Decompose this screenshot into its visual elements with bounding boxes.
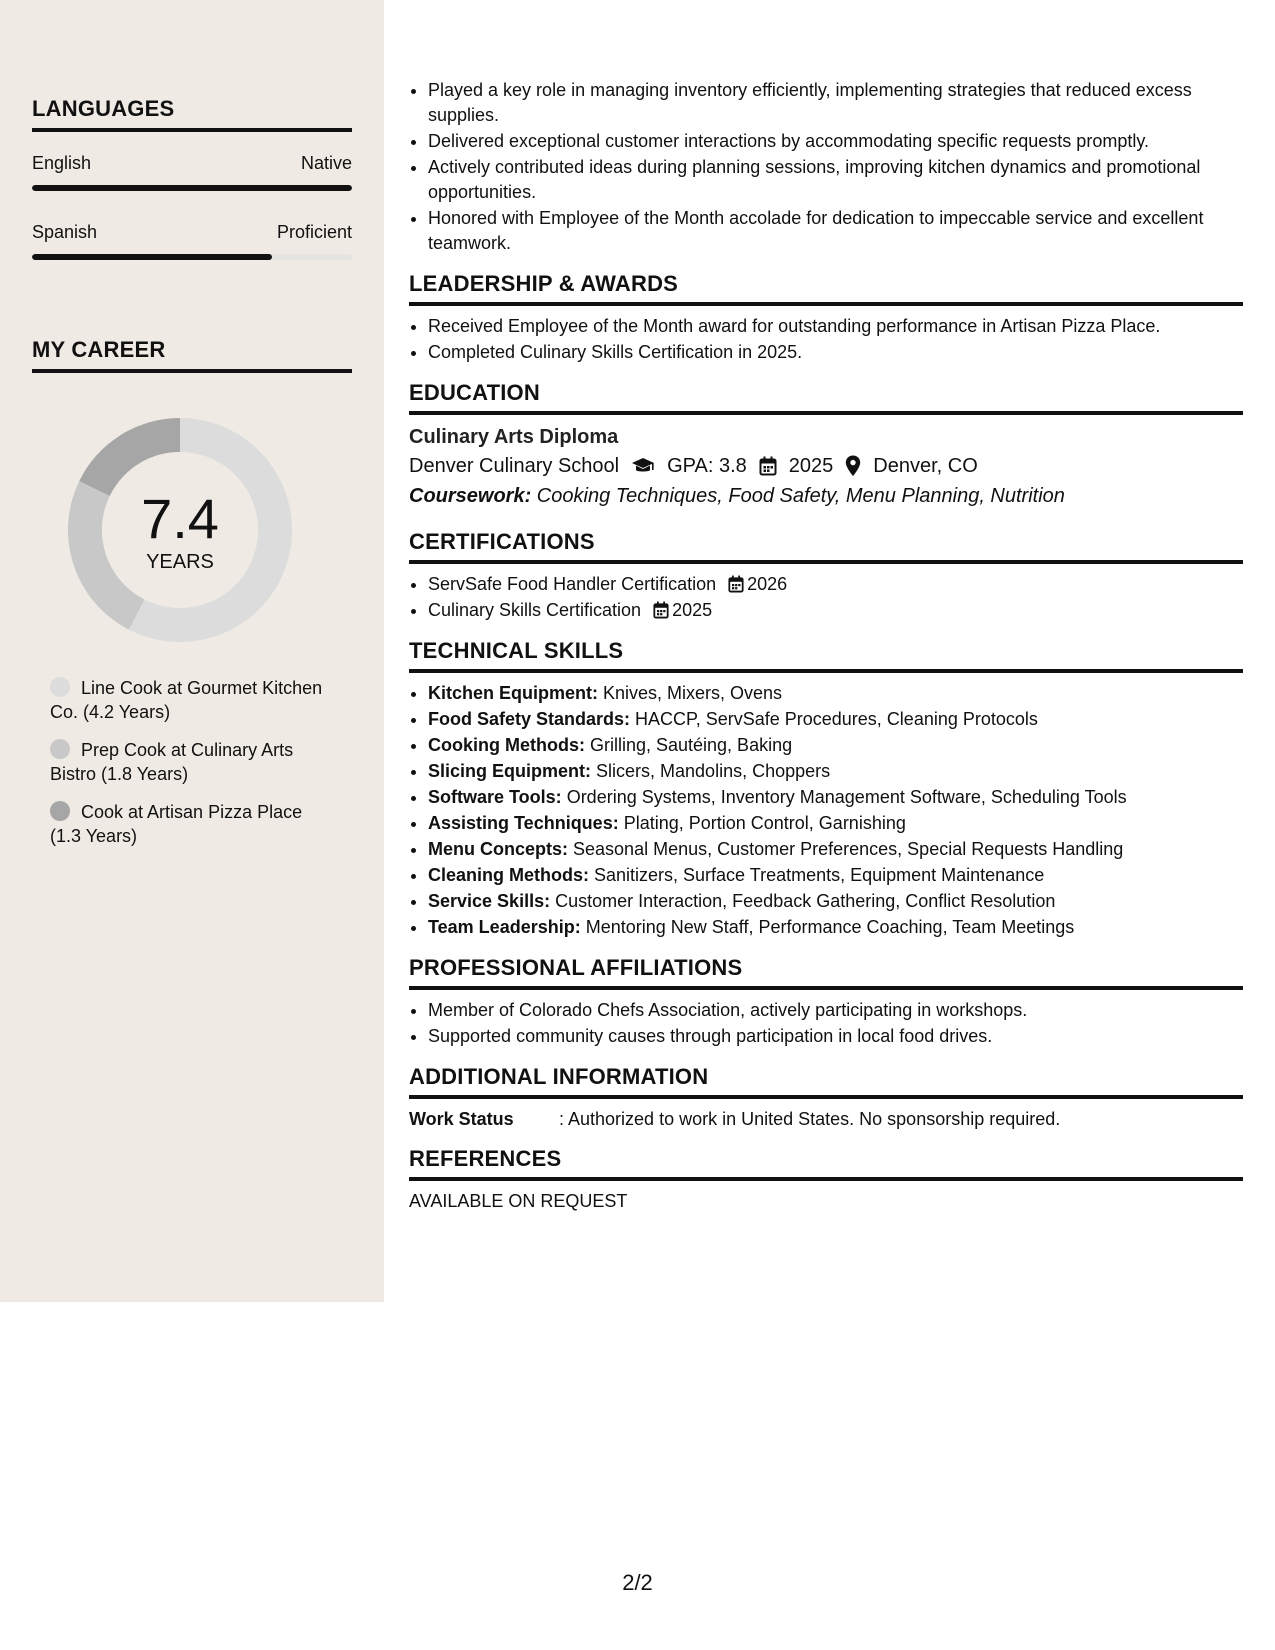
skill-item: [428, 811, 1243, 836]
language-row-english: [32, 153, 352, 174]
languages-heading: LANGUAGES: [32, 96, 352, 132]
skill-label: Menu Concepts:: [428, 839, 569, 859]
certification-year: 2026: [747, 574, 788, 594]
skill-label: Cleaning Methods:: [428, 865, 589, 885]
calendar-icon: [653, 601, 669, 619]
experience-bullet: • Played a key role in managing inventory efficiently, implementing strategies that reduced excess supplies.: [428, 78, 1243, 128]
coursework-label: Coursework:: [409, 485, 532, 507]
page-number: 2/2: [622, 1570, 653, 1595]
leadership-item: • Completed Culinary Skills Certification in 2025.: [428, 340, 1243, 365]
career-legend: [50, 676, 330, 862]
career-legend-label: Prep Cook at Culinary Arts Bistro (1.8 Years): [50, 740, 294, 784]
leadership-heading: LEADERSHIP & AWARDS: [409, 271, 1243, 306]
language-row-spanish: [32, 222, 352, 243]
additional-info-heading: ADDITIONAL INFORMATION: [409, 1064, 1243, 1099]
education-heading: EDUCATION: [409, 380, 1243, 415]
affiliations-heading: PROFESSIONAL AFFILIATIONS: [409, 955, 1243, 990]
skill-label: Team Leadership:: [428, 917, 581, 937]
skill-item: [428, 915, 1243, 940]
skill-value: Mentoring New Staff, Performance Coaching, Team Meetings: [580, 917, 1075, 937]
career-donut-center: [66, 416, 294, 644]
graduation-cap-icon: [631, 457, 655, 475]
location-pin-icon: [845, 455, 861, 477]
skill-label: Software Tools:: [428, 787, 562, 807]
legend-dot-icon: [50, 801, 70, 821]
skill-label: Food Safety Standards:: [428, 709, 631, 729]
work-status-label: Work Status: [409, 1109, 514, 1129]
language-bar-spanish: [32, 254, 352, 260]
language-level: Native: [300, 153, 352, 173]
affiliations-list: [409, 998, 1243, 1049]
skill-label: Slicing Equipment:: [428, 761, 592, 781]
skill-value: Ordering Systems, Inventory Management Software, Scheduling Tools: [561, 787, 1127, 807]
leadership-list: [409, 314, 1243, 365]
language-bar-fill: [32, 185, 352, 191]
skill-item: [428, 889, 1243, 914]
education-year: 2025: [788, 455, 834, 477]
skill-value: Grilling, Sautéing, Baking: [584, 735, 793, 755]
education-location: Denver, CO: [873, 455, 978, 477]
career-legend-label: Line Cook at Gourmet Kitchen Co. (4.2 Years): [50, 678, 323, 722]
career-legend-label: Cook at Artisan Pizza Place (1.3 Years): [50, 802, 303, 846]
skill-item: [428, 785, 1243, 810]
experience-bullet: • Honored with Employee of the Month accolade for dedication to impeccable service and excellent teamwork.: [428, 206, 1243, 256]
skill-item: [428, 707, 1243, 732]
skill-value: Sanitizers, Surface Treatments, Equipment Maintenance: [589, 865, 1045, 885]
experience-bullets: [409, 78, 1243, 256]
skill-label: Cooking Methods:: [428, 735, 585, 755]
skill-item: [428, 837, 1243, 862]
language-name: English: [32, 153, 92, 173]
skill-item: [428, 863, 1243, 888]
skill-label: Assisting Techniques:: [428, 813, 619, 833]
certification-name: Culinary Skills Certification: [428, 600, 642, 620]
career-total-years: 7.4: [141, 486, 219, 550]
skill-value: Customer Interaction, Feedback Gathering, Conflict Resolution: [550, 891, 1056, 911]
skill-label: Service Skills:: [428, 891, 551, 911]
education-school: Denver Culinary School: [409, 455, 620, 477]
legend-dot-icon: [50, 677, 70, 697]
coursework-list: Cooking Techniques, Food Safety, Menu Planning, Nutrition: [531, 485, 1065, 507]
education-details: [409, 451, 1243, 481]
skill-value: Knives, Mixers, Ovens: [598, 683, 783, 703]
skills-list: [409, 681, 1243, 940]
career-donut-chart: [66, 416, 294, 644]
certifications-heading: CERTIFICATIONS: [409, 529, 1243, 564]
legend-dot-icon: [50, 739, 70, 759]
work-status-value: : Authorized to work in United States. No sponsorship required.: [559, 1109, 1061, 1129]
skill-value: Plating, Portion Control, Garnishing: [618, 813, 906, 833]
certification-year: 2025: [672, 600, 713, 620]
affiliation-item: • Supported community causes through participation in local food drives.: [428, 1024, 1243, 1049]
skill-item: [428, 733, 1243, 758]
calendar-icon: [728, 575, 744, 593]
skill-item: [428, 759, 1243, 784]
work-status-row: [409, 1107, 1243, 1131]
affiliation-item: • Member of Colorado Chefs Association, actively participating in workshops.: [428, 998, 1243, 1023]
references-text: AVAILABLE ON REQUEST: [409, 1191, 628, 1211]
language-bar-fill: [32, 254, 272, 260]
main-content: [409, 78, 1243, 1213]
certifications-list: [409, 572, 1243, 623]
skill-value: Slicers, Mandolins, Choppers: [591, 761, 831, 781]
experience-bullet: • Delivered exceptional customer interactions by accommodating specific requests promptly.: [428, 129, 1243, 154]
language-level: Proficient: [276, 222, 352, 242]
language-name: Spanish: [32, 222, 98, 242]
references-heading: REFERENCES: [409, 1146, 1243, 1181]
education-degree: Culinary Arts Diploma: [409, 426, 619, 448]
career-legend-item: [50, 676, 330, 724]
career-legend-item: [50, 800, 330, 848]
career-legend-item: [50, 738, 330, 786]
certification-item: [428, 598, 1243, 623]
skill-label: Kitchen Equipment:: [428, 683, 598, 703]
education-coursework: [409, 481, 1243, 511]
education-gpa: GPA: 3.8: [667, 455, 747, 477]
skill-item: [428, 681, 1243, 706]
experience-bullet: • Actively contributed ideas during planning sessions, improving kitchen dynamics and promotional opportunities.: [428, 155, 1243, 205]
skill-value: HACCP, ServSafe Procedures, Cleaning Protocols: [630, 709, 1038, 729]
certification-name: ServSafe Food Handler Certification: [428, 574, 717, 594]
skills-heading: TECHNICAL SKILLS: [409, 638, 1243, 673]
certification-item: [428, 572, 1243, 597]
career-heading: MY CAREER: [32, 337, 352, 373]
leadership-item: • Received Employee of the Month award for outstanding performance in Artisan Pizza Place.: [428, 314, 1243, 339]
sidebar: [0, 0, 384, 1302]
skill-value: Seasonal Menus, Customer Preferences, Special Requests Handling: [568, 839, 1124, 859]
calendar-icon: [759, 456, 777, 476]
language-bar-english: [32, 185, 352, 191]
career-years-unit: YEARS: [146, 550, 214, 573]
